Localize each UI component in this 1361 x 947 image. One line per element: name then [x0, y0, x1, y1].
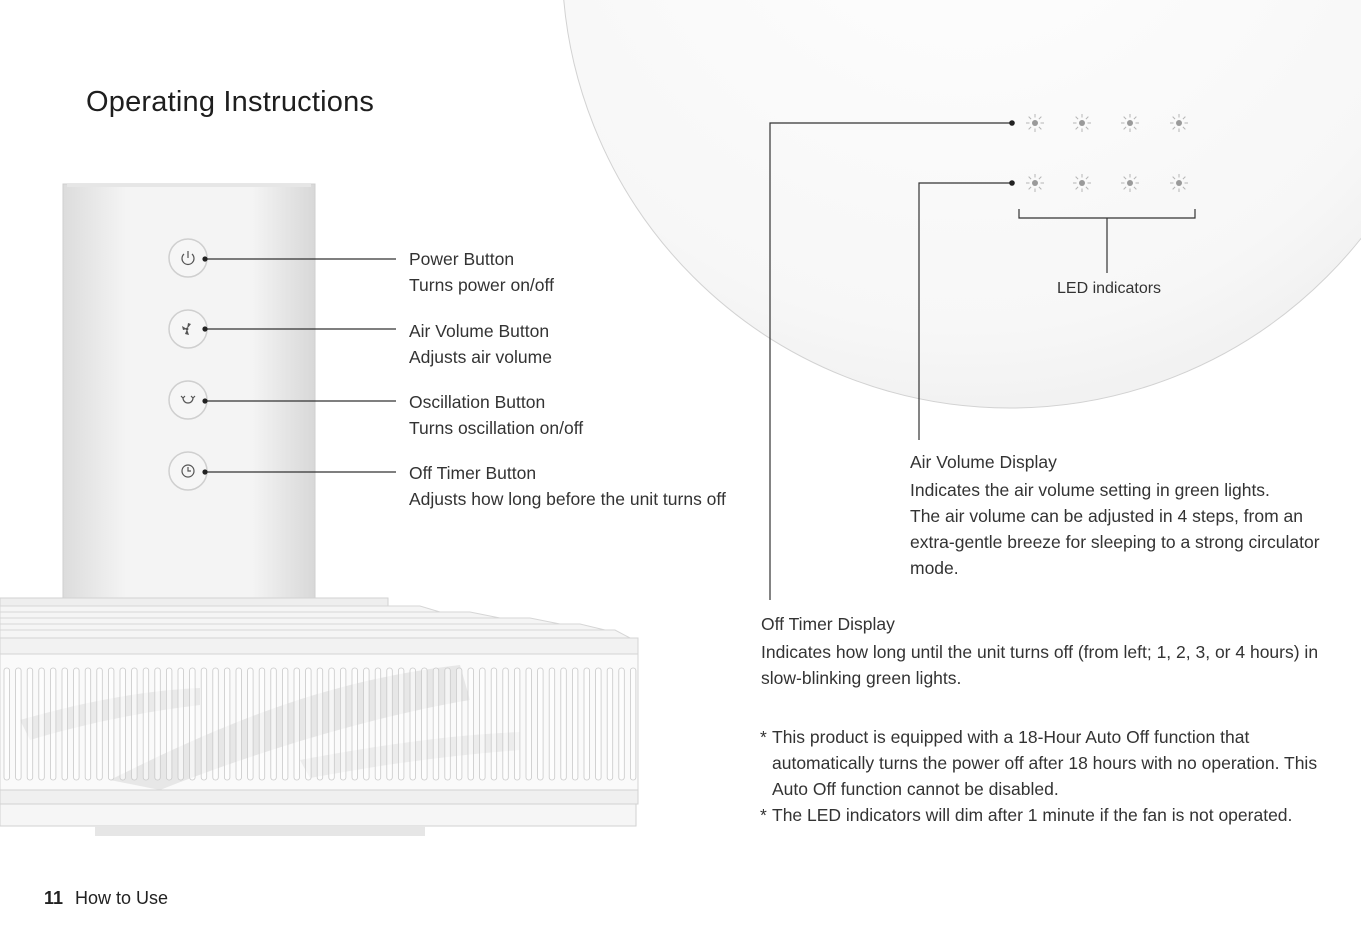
grille-slot [445, 668, 451, 780]
page-title: Operating Instructions [86, 86, 375, 118]
leader-dot [1009, 120, 1015, 126]
led-light [1073, 114, 1091, 132]
grille-slot [190, 668, 196, 780]
callout-description: Turns power on/off [409, 275, 554, 295]
leader-dot [1009, 180, 1015, 186]
led-light [1026, 114, 1044, 132]
off-timer-display-section [761, 611, 1351, 691]
led-light [1121, 114, 1139, 132]
grille-slot [514, 668, 520, 780]
asterisk: * [760, 805, 767, 825]
grille-slot [352, 668, 358, 780]
grille-slot [155, 668, 161, 780]
section-heading: Air Volume Display [910, 452, 1057, 472]
grille-slot [294, 668, 300, 780]
grille-slot [329, 668, 335, 780]
grille-slot [340, 668, 346, 780]
grille-slot [62, 668, 68, 780]
section-line: Indicates the air volume setting in green lights. [910, 480, 1270, 500]
led-light [1026, 174, 1044, 192]
note-text: The LED indicators will dim after 1 minute if the fan is not operated. [772, 805, 1293, 825]
grille-slot [491, 668, 497, 780]
grille-slot [584, 668, 590, 780]
grille-slot [50, 668, 56, 780]
grille-slot [282, 668, 288, 780]
power-button-callout [409, 246, 554, 298]
grille-slot [27, 668, 33, 780]
led-light [1170, 174, 1188, 192]
grille-slot [85, 668, 91, 780]
asterisk: * [760, 727, 767, 747]
fan-base [0, 598, 638, 836]
callout-description: Turns oscillation on/off [409, 418, 584, 438]
grille-slot [387, 668, 393, 780]
grille-slot [271, 668, 277, 780]
grille-slot [410, 668, 416, 780]
grille-slot [201, 668, 207, 780]
grille-slot [259, 668, 265, 780]
callout-heading: Oscillation Button [409, 392, 546, 412]
grille-slot [120, 668, 126, 780]
grille-slot [398, 668, 404, 780]
grille-slot [526, 668, 532, 780]
grille-slot [317, 668, 323, 780]
grille-slot [561, 668, 567, 780]
grille-slot [306, 668, 312, 780]
grille-slot [375, 668, 381, 780]
grille-slot [132, 668, 138, 780]
grille-slot [97, 668, 103, 780]
grille-slot [619, 668, 625, 780]
grille-slot [630, 668, 636, 780]
grille-slot [108, 668, 114, 780]
callout-description: Adjusts air volume [409, 347, 552, 367]
grille-slot [572, 668, 578, 780]
grille-slot [74, 668, 80, 780]
air-volume-display-section [910, 449, 1350, 581]
page-footer [44, 888, 168, 909]
fan-disc-panel [562, 0, 1361, 408]
note-item [760, 802, 1340, 828]
grille-slot [468, 668, 474, 780]
callout-heading: Air Volume Button [409, 321, 550, 341]
section-name: How to Use [75, 888, 169, 908]
section-heading: Off Timer Display [761, 614, 895, 634]
section-text: Indicates how long until the unit turns off (from left; 1, 2, 3, or 4 hours) in slow-blinking green lights. [761, 642, 1319, 688]
grille-slot [236, 668, 242, 780]
grille-slot [549, 668, 555, 780]
grille-slot [364, 668, 370, 780]
page-number: 11 [44, 888, 64, 908]
callout-heading: Power Button [409, 249, 515, 269]
led-light [1170, 114, 1188, 132]
note-text: This product is equipped with a 18-Hour Auto Off function that automatically turns the power off after 18 hours with no operation. This Auto Off function cannot be disabled. [772, 727, 1318, 799]
led-light [1121, 174, 1139, 192]
fan-grille [4, 668, 636, 780]
grille-slot [39, 668, 45, 780]
led-indicators-label: LED indicators [1057, 280, 1162, 297]
grille-slot [503, 668, 509, 780]
off-timer-button-callout [409, 460, 726, 512]
grille-slot [4, 668, 10, 780]
notes-list [760, 724, 1340, 828]
callout-description: Adjusts how long before the unit turns off [409, 489, 726, 509]
grille-slot [16, 668, 22, 780]
led-light [1073, 174, 1091, 192]
grille-slot [480, 668, 486, 780]
oscillation-button-callout [409, 389, 583, 441]
grille-slot [166, 668, 172, 780]
section-line: The air volume can be adjusted in 4 steps, from an extra-gentle breeze for sleeping to a strong circulator mode. [910, 506, 1320, 578]
grille-slot [607, 668, 613, 780]
grille-slot [213, 668, 219, 780]
grille-slot [596, 668, 602, 780]
air-volume-button-callout [409, 318, 552, 370]
grille-slot [224, 668, 230, 780]
grille-slot [143, 668, 149, 780]
grille-slot [248, 668, 254, 780]
grille-slot [456, 668, 462, 780]
callout-heading: Off Timer Button [409, 463, 537, 483]
note-item [760, 724, 1340, 802]
grille-slot [422, 668, 428, 780]
grille-slot [178, 668, 184, 780]
grille-slot [433, 668, 439, 780]
grille-slot [538, 668, 544, 780]
